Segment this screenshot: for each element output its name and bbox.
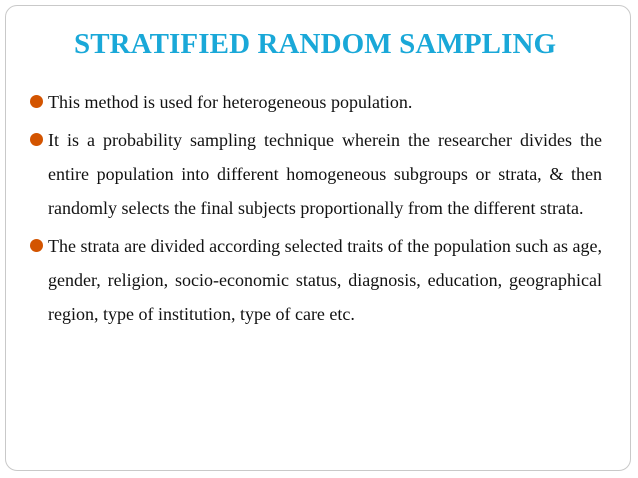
bullet-item: [14, 229, 602, 331]
bullet-icon: [30, 95, 43, 108]
bullet-item: [14, 85, 602, 119]
bullet-list: [14, 85, 602, 335]
bullet-text: The strata are divided according selected traits of the population such as age, gender, religion, socio-economic status, diagnosis, education, geographical region, type of institution, type of care etc.: [48, 236, 602, 324]
bullet-icon: [30, 239, 43, 252]
bullet-text: It is a probability sampling technique wherein the researcher divides the entire population into different homogeneous subgroups or strata, & then randomly selects the final subjects proportionally from the different strata.: [48, 130, 602, 218]
bullet-icon: [30, 133, 43, 146]
bullet-item: [14, 123, 602, 225]
bullet-text: This method is used for heterogeneous population.: [48, 92, 413, 112]
slide-title: STRATIFIED RANDOM SAMPLING: [74, 28, 557, 60]
